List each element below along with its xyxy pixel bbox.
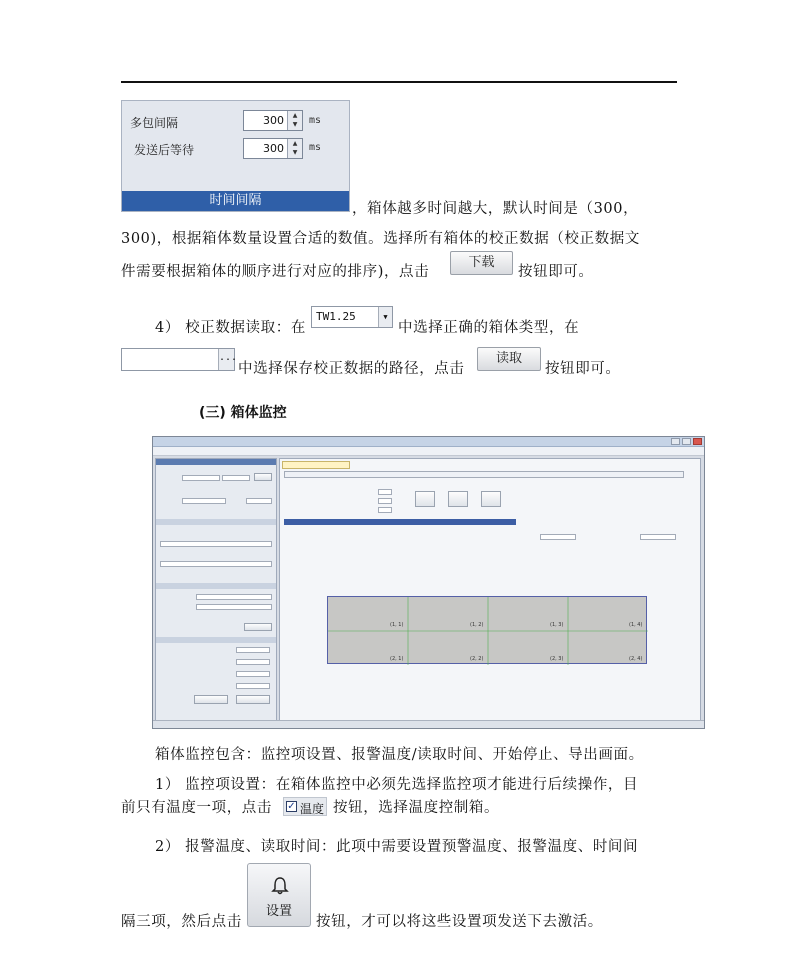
para2-line2-suffix: 按钮即可。: [545, 361, 621, 377]
cabinet-grid: [327, 596, 647, 664]
bell-icon: [270, 876, 290, 896]
multi-packet-interval-value: 300: [263, 114, 284, 127]
para1-line2: 300)，根据箱体数量设置合适的数值。选择所有箱体的校正数据（校正数据文: [121, 231, 640, 247]
maximize-icon[interactable]: [682, 438, 691, 445]
cabinet-type-select[interactable]: [311, 306, 393, 328]
window-titlebar: [153, 437, 704, 447]
pane-field[interactable]: [540, 534, 576, 540]
interval-field[interactable]: [378, 507, 392, 513]
chevron-down-icon[interactable]: ▼: [378, 307, 392, 327]
post-send-wait-value: 300: [263, 142, 284, 155]
settings-button-label: 设置: [265, 904, 292, 919]
pane-button[interactable]: [254, 473, 272, 481]
export-icon[interactable]: [481, 491, 501, 507]
pane-button[interactable]: [194, 695, 228, 704]
minimize-icon[interactable]: [671, 438, 680, 445]
checkmark-icon: ✓: [287, 801, 296, 812]
grid-cell-label: (2, 3): [550, 656, 564, 662]
post-send-wait-unit: ms: [309, 142, 322, 153]
pane-button[interactable]: [244, 623, 272, 631]
para2-line1-suffix: 中选择正确的箱体类型，在: [398, 320, 580, 336]
monitor-tab[interactable]: [282, 461, 350, 469]
temperature-checkbox[interactable]: [283, 797, 327, 816]
temperature-checkbox-label: 温度: [300, 802, 325, 816]
settings-button[interactable]: [247, 863, 311, 927]
para3-line3-suffix: 按钮，选择温度控制箱。: [333, 800, 500, 816]
para2-line2-middle: 中选择保存校正数据的路径，点击: [238, 361, 465, 377]
window-menubar: [153, 447, 704, 456]
para4-line2-prefix: 隔三项，然后点击: [121, 914, 242, 930]
para3-line2: 1） 监控项设置：在箱体监控中必须先选择监控项才能进行后续操作，目: [155, 777, 639, 793]
pane-field[interactable]: [236, 647, 270, 653]
para4-line2-suffix: 按钮，才可以将这些设置项发送下去激活。: [316, 914, 603, 930]
monitor-pane: [279, 458, 701, 722]
pane-field[interactable]: [196, 604, 272, 610]
grid-cell-label: (2, 4): [629, 656, 643, 662]
left-settings-pane: [155, 458, 277, 722]
grid-cell-label: (1, 2): [470, 622, 484, 628]
grid-cell-label: (2, 2): [470, 656, 484, 662]
time-interval-title: 时间间隔: [122, 191, 349, 211]
multi-packet-interval-unit: ms: [309, 115, 322, 126]
header-rule: [121, 81, 677, 83]
pane-section: [156, 519, 276, 525]
para4-line1: 2） 报警温度、读取时间：此项中需要设置预警温度、报警温度、时间间: [155, 839, 639, 855]
save-path-field[interactable]: [121, 348, 238, 371]
download-button[interactable]: 下载: [450, 251, 513, 275]
para1-line3-suffix: 按钮即可。: [518, 264, 594, 280]
browse-button[interactable]: ...: [218, 349, 234, 370]
post-send-wait-label: 发送后等待: [134, 143, 195, 157]
section-heading: (三) 箱体监控: [199, 405, 287, 421]
pane-field[interactable]: [196, 594, 272, 600]
pane-section: [156, 583, 276, 589]
pane-field[interactable]: [640, 534, 676, 540]
spinner-arrows-icon[interactable]: ▲ ▼: [287, 139, 302, 158]
grid-cell-label: (1, 4): [629, 622, 643, 628]
spinner-arrows-icon[interactable]: ▲ ▼: [287, 111, 302, 130]
pane-field[interactable]: [236, 683, 270, 689]
pane-section: [156, 637, 276, 643]
warn-temp-field[interactable]: [378, 489, 392, 495]
grid-cell-label: (2, 1): [390, 656, 404, 662]
para1-line3-prefix: 件需要根据箱体的顺序进行对应的排序)，点击: [121, 264, 430, 280]
cabinet-type-value: TW1.25: [316, 310, 356, 323]
grid-cell-label: (1, 1): [390, 622, 404, 628]
close-icon[interactable]: [693, 438, 702, 445]
pane-field[interactable]: [236, 671, 270, 677]
pane-field[interactable]: [182, 475, 220, 481]
pane-button[interactable]: [236, 695, 270, 704]
pane-field[interactable]: [160, 541, 272, 547]
grid-cell-label: (1, 3): [550, 622, 564, 628]
pane-field[interactable]: [182, 498, 226, 504]
pane-field[interactable]: [236, 659, 270, 665]
para1-line1: ，箱体越多时间越大，默认时间是（300，: [352, 201, 639, 217]
multi-packet-interval-label: 多包间隔: [130, 116, 179, 130]
time-interval-panel: [121, 100, 350, 212]
cabinet-monitor-screenshot: [152, 436, 705, 729]
monitor-toolbar: [284, 471, 684, 478]
para3-line1: 箱体监控包含：监控项设置、报警温度/读取时间、开始停止、导出画面。: [155, 747, 644, 763]
alarm-temp-field[interactable]: [378, 498, 392, 504]
pane-field[interactable]: [246, 498, 272, 504]
para2-line1-prefix: 4） 校正数据读取：在: [155, 320, 306, 336]
window-statusbar: [153, 720, 704, 728]
post-send-wait-spinner[interactable]: [243, 138, 303, 159]
read-button[interactable]: 读取: [477, 347, 541, 371]
pane-field[interactable]: [222, 475, 250, 481]
pane-field[interactable]: [160, 561, 272, 567]
pane-header: [156, 459, 276, 465]
bell-icon[interactable]: [415, 491, 435, 507]
multi-packet-interval-spinner[interactable]: [243, 110, 303, 131]
para3-line3-prefix: 前只有温度一项，点击: [121, 800, 272, 816]
monitor-header-bar: [284, 519, 516, 525]
play-icon[interactable]: [448, 491, 468, 507]
